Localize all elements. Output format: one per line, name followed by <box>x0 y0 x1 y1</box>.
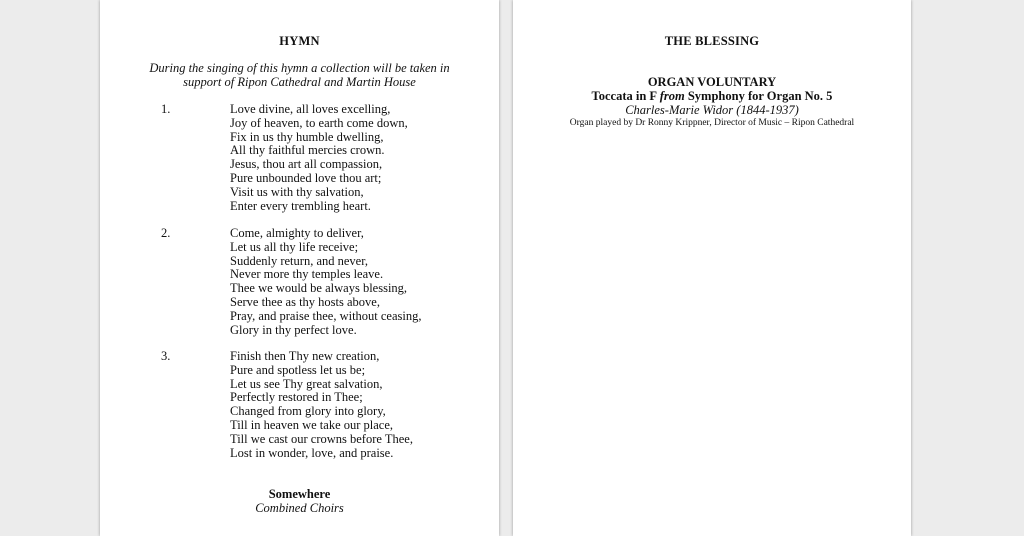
intro-line: support of Ripon Cathedral and Martin House <box>183 74 416 89</box>
verse-line: Never more thy temples leave. <box>230 267 384 282</box>
verse-line: Jesus, thou art all compassion, <box>230 157 383 172</box>
verse-line: All thy faithful mercies crown. <box>230 143 385 158</box>
anthem-performer: Combined Choirs <box>255 501 344 515</box>
verse-line: Serve thee as thy hosts above, <box>230 294 380 309</box>
verse-line: Suddenly return, and never, <box>230 253 369 268</box>
verse-line: Perfectly restored in Thee; <box>230 390 363 405</box>
verse-number: 1. <box>161 102 171 116</box>
verse-line: Fix in us thy humble dwelling, <box>230 129 384 144</box>
verse-number: 2. <box>161 226 171 240</box>
anthem-title: Somewhere <box>268 487 331 501</box>
verse-text <box>230 103 408 213</box>
verse-line: Glory in thy perfect love. <box>230 322 357 337</box>
verse-line: Pure unbounded love thou art; <box>230 170 382 185</box>
verse-line: Visit us with thy salvation, <box>230 184 364 199</box>
verse-line: Pray, and praise thee, without ceasing, <box>230 308 422 323</box>
piece-title-part: Toccata in F <box>591 89 660 103</box>
verse-line: Lost in wonder, love, and praise. <box>230 445 394 460</box>
piece-title-part: Symphony for Organ No. 5 <box>684 89 833 103</box>
piece-title <box>513 89 911 103</box>
verse-line: Finish then Thy new creation, <box>230 349 380 363</box>
verse-text <box>230 227 422 337</box>
verse-line: Love divine, all loves excelling, <box>230 102 391 116</box>
hymn-intro <box>100 62 499 89</box>
composer: Charles-Marie Widor (1844-1937) <box>625 103 799 117</box>
verse-line: Enter every trembling heart. <box>230 198 371 213</box>
left-page <box>100 0 499 536</box>
voluntary-heading: ORGAN VOLUNTARY <box>647 75 777 89</box>
verse-text <box>230 350 413 460</box>
performer-credit: Organ played by Dr Ronny Krippner, Director of Music – Ripon Cathedral <box>569 118 855 128</box>
right-page <box>513 0 911 536</box>
hymn-heading: HYMN <box>279 34 320 48</box>
verse-line: Joy of heaven, to earth come down, <box>230 115 408 130</box>
verse-line: Thee we would be always blessing, <box>230 281 408 296</box>
piece-title-from: from <box>659 89 685 103</box>
verse-line: Let us all thy life receive; <box>230 239 359 254</box>
organ-voluntary-block <box>513 75 911 130</box>
verse-line: Changed from glory into glory, <box>230 404 386 419</box>
verse-number: 3. <box>161 349 171 363</box>
verse-line: Till we cast our crowns before Thee, <box>230 431 413 446</box>
verse-line: Till in heaven we take our place, <box>230 417 394 432</box>
verse-line: Come, almighty to deliver, <box>230 226 364 240</box>
intro-line: During the singing of this hymn a collection will be taken in <box>149 61 450 75</box>
blessing-heading: THE BLESSING <box>664 34 760 48</box>
verse-line: Let us see Thy great salvation, <box>230 376 383 391</box>
verse-line: Pure and spotless let us be; <box>230 362 366 377</box>
